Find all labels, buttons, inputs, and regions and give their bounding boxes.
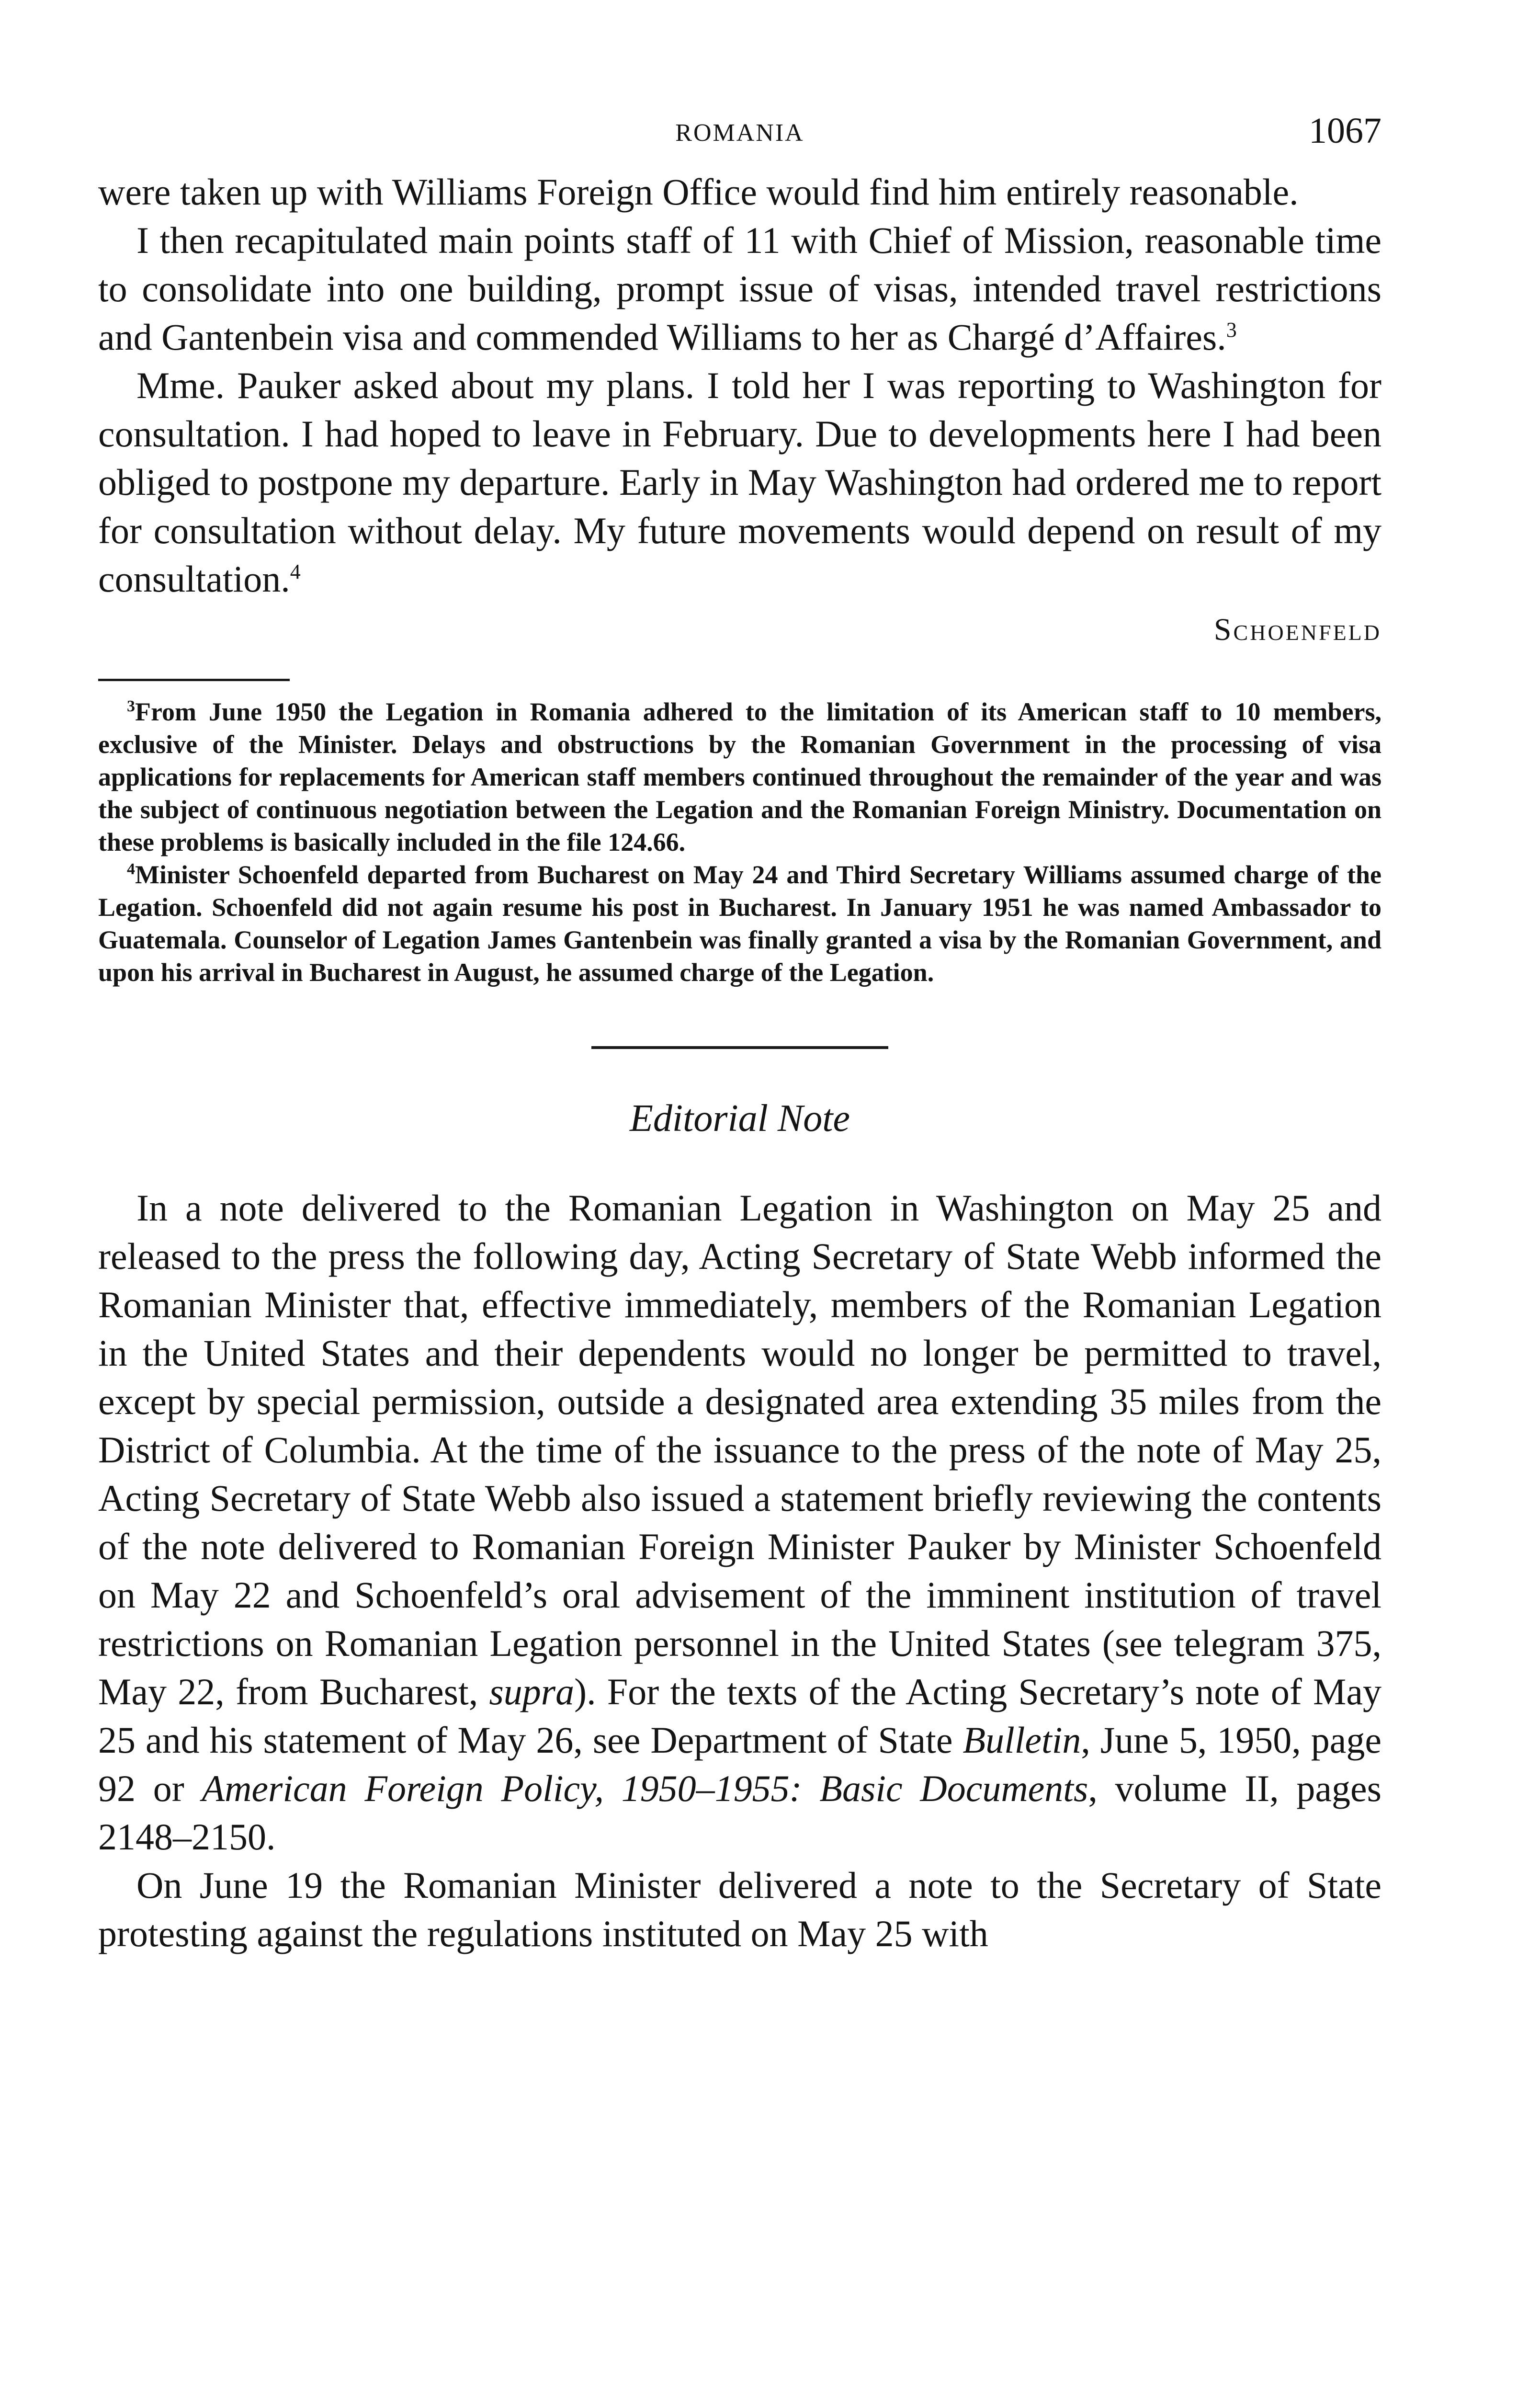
paragraph-text: I then recapitulated main points staff of 11 with Chief of Mission, reasonable time to consolidate into one building, prompt issue of visas, intended travel restrictions and Gantenbein visa and commended Williams to her as Chargé d’Affaires. [98, 219, 1381, 358]
footnote-4 [98, 858, 1381, 989]
section-divider [591, 1046, 888, 1049]
footnotes [98, 696, 1381, 989]
running-head [98, 110, 1381, 168]
italic-afp-title: American Foreign Policy, 1950–1955: Basic Documents [202, 1768, 1088, 1809]
paragraph-text: ). For the texts of the Acting Secretary’s note of May 25 and his statement of May 26, see Department of State [98, 1671, 1382, 1761]
footnote-number: 3 [127, 697, 135, 715]
editorial-paragraph-2 [98, 1861, 1381, 1958]
paragraph-text: , June 5, 1950, page 92 or [98, 1719, 1382, 1809]
italic-supra: supra [489, 1671, 575, 1712]
paragraph-text: In a note delivered to the Romanian Legation in Washington on May 25 and released to the press the following day, Acting Secretary of State Webb informed the Romanian Minister that, effective immediately, members of the Romanian Legation in the United States and their dependents would no longer be permitted to travel, except by special permission, outside a designated area extending 35 miles from the District of Columbia. At the time of the issuance to the press of the note of May 25, Acting Secretary of State Webb also issued a statement briefly reviewing the contents of the note delivered to Romanian Foreign Minister Pauker by Minister Schoenfeld on May 22 and Schoenfeld’s oral advisement of the imminent institution of travel restrictions on Romanian Legation personnel in the United States (see telegram 375, May 22, from Bucharest, [98, 1187, 1381, 1712]
footnote-ref-4[interactable]: 4 [290, 560, 301, 583]
footnote-number: 4 [127, 860, 135, 878]
editorial-note-title: Editorial Note [630, 1097, 850, 1140]
editorial-paragraph-1 [98, 1184, 1381, 1861]
body-paragraph-3 [98, 361, 1381, 603]
paragraph-text: Mme. Pauker asked about my plans. I told her I was reporting to Washington for consultation. I had hoped to leave in February. Due to developments here I had been obliged to postpone my departure. Early in May Washington had ordered me to report for consultation without delay. My future movements would depend on result of my consultation. [98, 365, 1381, 600]
paragraph-text: On June 19 the Romanian Minister delivered a note to the Secretary of State protesting against the regulations instituted on May 25 with [98, 1864, 1381, 1954]
document-page [98, 110, 1381, 1958]
footnote-3 [98, 696, 1381, 858]
signature: Schoenfeld [1213, 612, 1381, 647]
footnote-text: Minister Schoenfeld departed from Bucharest on May 24 and Third Secretary Williams assumed charge of the Legation. Schoenfeld did not again resume his post in Bucharest. In January 1951 he was named Ambassador to Guatemala. Counselor of Legation James Gantenbein was finally granted a visa by the Romanian Government, and upon his arrival in Bucharest in August, he assumed charge of the Legation. [98, 860, 1381, 987]
body-paragraph-2 [98, 216, 1381, 361]
running-head-title: ROMANIA [675, 119, 804, 147]
italic-bulletin: Bulletin [962, 1719, 1081, 1761]
footnote-divider [98, 679, 290, 681]
footnote-ref-3[interactable]: 3 [1226, 318, 1237, 342]
footnote-text: From June 1950 the Legation in Romania adhered to the limitation of its American staff to 10 members, exclusive of the Minister. Delays and obstructions by the Romanian Government in the processing of visa applications for replacements for American staff members continued throughout the remainder of the year and was the subject of continuous negotiation between the Legation and the Romanian Foreign Ministry. Documentation on these problems is basically included in the file 124.66. [98, 697, 1381, 856]
paragraph-text: were taken up with Williams Foreign Office would find him entirely reasonable. [98, 171, 1299, 213]
paragraph-text: , volume II, pages 2148–2150. [98, 1768, 1381, 1858]
page-number: 1067 [1309, 111, 1381, 151]
body-paragraph-1 [98, 168, 1381, 216]
